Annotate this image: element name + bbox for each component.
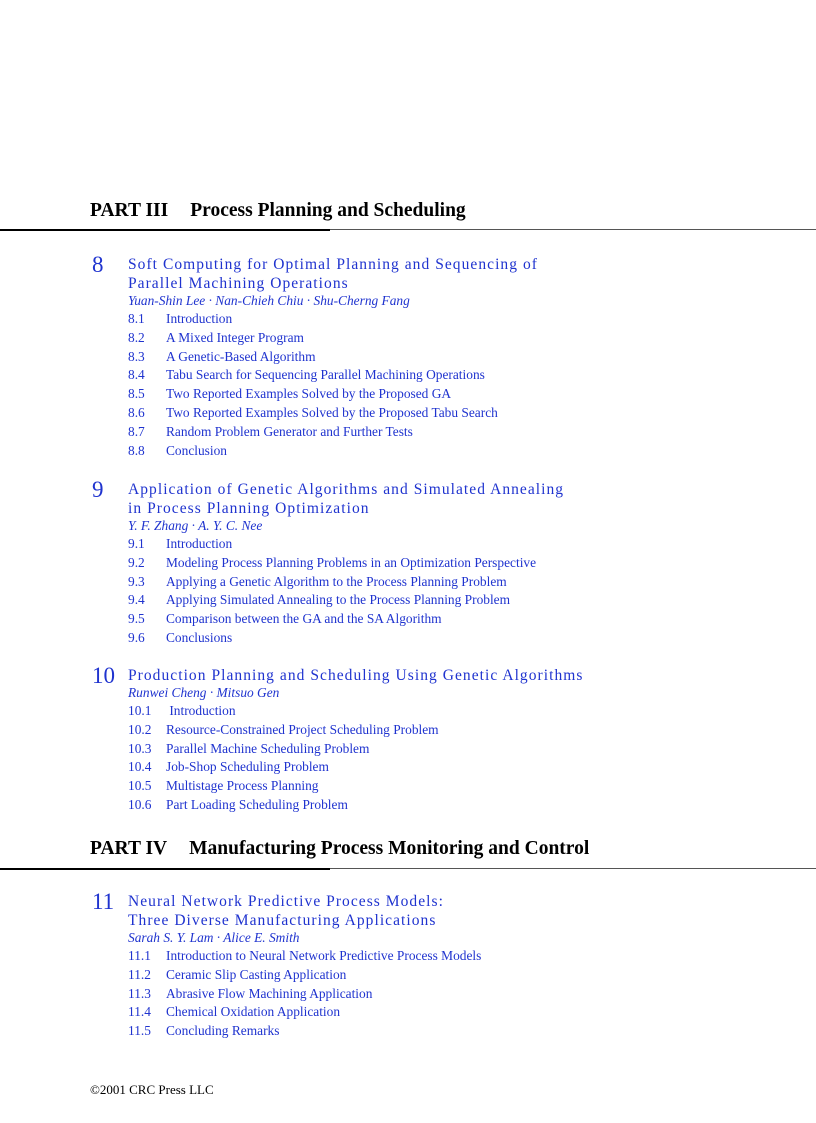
chapter-title-line[interactable]: Three Diverse Manufacturing Applications (128, 912, 437, 929)
chapter-number: 10 (92, 663, 115, 688)
chapter-title-line[interactable]: in Process Planning Optimization (128, 500, 370, 517)
part-number: PART IV (90, 838, 168, 859)
section-number: 11.3 (128, 985, 151, 1001)
section-list (128, 535, 536, 648)
section-title[interactable]: Abrasive Flow Machining Application (166, 985, 373, 1001)
section-entry[interactable] (128, 610, 536, 629)
section-title[interactable]: Introduction (166, 536, 233, 551)
section-list (128, 310, 498, 460)
section-entry[interactable] (128, 947, 481, 966)
section-number: 9.1 (128, 536, 145, 551)
section-title[interactable]: Introduction to Neural Network Predictive Process Models (166, 948, 482, 963)
section-title[interactable]: Two Reported Examples Solved by the Proposed Tabu Search (166, 404, 498, 420)
section-entry[interactable] (128, 385, 498, 404)
section-title[interactable]: Introduction (166, 311, 233, 326)
section-entry[interactable] (128, 796, 439, 815)
section-title[interactable]: Introduction (166, 703, 236, 718)
section-entry[interactable] (128, 777, 439, 796)
section-number: 11.2 (128, 966, 151, 982)
part-number: PART III (90, 200, 169, 221)
chapter-title-line[interactable]: Soft Computing for Optimal Planning and Sequencing of (128, 256, 538, 273)
section-title[interactable]: Concluding Remarks (166, 1023, 280, 1039)
section-number: 11.4 (128, 1004, 151, 1020)
section-entry[interactable] (128, 554, 536, 573)
section-entry[interactable] (128, 591, 536, 610)
section-list (128, 947, 481, 1041)
section-entry[interactable] (128, 629, 536, 648)
chapter-title-line[interactable]: Production Planning and Scheduling Using Genetic Algorithms (128, 667, 584, 684)
section-title[interactable]: Applying Simulated Annealing to the Process Planning Problem (166, 592, 511, 608)
part-name: Manufacturing Process Monitoring and Control (189, 838, 590, 859)
section-entry[interactable] (128, 366, 498, 385)
section-title[interactable]: Conclusion (166, 442, 228, 458)
section-number: 9.4 (128, 592, 145, 608)
chapter-number: 9 (92, 477, 104, 502)
section-entry[interactable] (128, 348, 498, 367)
section-title[interactable]: Comparison between the GA and the SA Algorithm (166, 611, 442, 627)
copyright-footer: ©2001 CRC Press LLC (90, 1082, 214, 1097)
section-number: 9.5 (128, 611, 145, 627)
section-number: 10.4 (128, 759, 152, 775)
part-name: Process Planning and Scheduling (190, 200, 466, 221)
section-entry[interactable] (128, 310, 498, 329)
section-title[interactable]: Two Reported Examples Solved by the Proposed GA (166, 386, 452, 402)
section-number: 10.5 (128, 778, 152, 794)
section-entry[interactable] (128, 966, 481, 985)
section-title[interactable]: Job-Shop Scheduling Problem (166, 759, 329, 775)
section-title[interactable]: A Genetic-Based Algorithm (166, 348, 316, 364)
section-number: 10.3 (128, 740, 152, 756)
section-number: 8.2 (128, 329, 145, 345)
chapter-number: 11 (92, 889, 115, 914)
section-number: 8.4 (128, 367, 145, 383)
section-entry[interactable] (128, 329, 498, 348)
section-title[interactable]: Conclusions (166, 629, 233, 645)
section-number: 11.5 (128, 1023, 151, 1039)
section-entry[interactable] (128, 985, 481, 1004)
section-entry[interactable] (128, 1022, 481, 1041)
section-number: 11.1 (128, 948, 151, 963)
chapter-title-line[interactable]: Application of Genetic Algorithms and Simulated Annealing (128, 481, 565, 498)
chapter-authors: Sarah S. Y. Lam · Alice E. Smith (128, 930, 300, 945)
chapter-authors: Runwei Cheng · Mitsuo Gen (128, 685, 280, 700)
chapter-authors: Yuan-Shin Lee · Nan-Chieh Chiu · Shu-Cherng Fang (128, 293, 410, 308)
section-number: 8.6 (128, 404, 145, 420)
section-title[interactable]: Part Loading Scheduling Problem (166, 796, 348, 812)
section-title[interactable]: Tabu Search for Sequencing Parallel Machining Operations (166, 367, 485, 383)
section-number: 9.3 (128, 573, 145, 589)
section-title[interactable]: Applying a Genetic Algorithm to the Process Planning Problem (166, 573, 507, 589)
section-number: 8.1 (128, 311, 145, 326)
chapter-title-line[interactable]: Neural Network Predictive Process Models: (128, 893, 444, 910)
part-title (90, 200, 466, 222)
section-title[interactable]: Chemical Oxidation Application (166, 1004, 341, 1020)
section-entry[interactable] (128, 404, 498, 423)
section-number: 9.2 (128, 554, 145, 570)
section-entry[interactable] (128, 758, 439, 777)
section-number: 9.6 (128, 629, 145, 645)
section-title[interactable]: Random Problem Generator and Further Tests (166, 423, 413, 439)
chapter-title-line[interactable]: Parallel Machining Operations (128, 275, 349, 292)
section-title[interactable]: Multistage Process Planning (166, 778, 319, 794)
section-entry[interactable] (128, 442, 498, 461)
section-title[interactable]: Parallel Machine Scheduling Problem (166, 740, 370, 756)
section-number: 10.2 (128, 721, 152, 737)
section-number: 8.5 (128, 386, 145, 402)
section-entry[interactable] (128, 721, 439, 740)
section-entry[interactable] (128, 740, 439, 759)
section-number: 10.6 (128, 796, 152, 812)
chapter-number: 8 (92, 252, 104, 277)
section-entry[interactable] (128, 535, 536, 554)
part-title (90, 838, 589, 860)
section-title[interactable]: Modeling Process Planning Problems in an Optimization Perspective (166, 554, 537, 570)
section-title[interactable]: A Mixed Integer Program (166, 329, 304, 345)
part-rule (330, 868, 816, 869)
section-title[interactable]: Resource-Constrained Project Scheduling Problem (166, 721, 439, 737)
section-entry[interactable] (128, 702, 439, 721)
section-number: 8.7 (128, 423, 145, 439)
section-title[interactable]: Ceramic Slip Casting Application (166, 966, 347, 982)
section-list (128, 702, 439, 815)
section-number: 10.1 (128, 703, 152, 718)
section-number: 8.8 (128, 442, 145, 458)
section-entry[interactable] (128, 573, 536, 592)
part-rule (0, 229, 330, 231)
part-rule (0, 868, 330, 870)
section-number: 8.3 (128, 348, 145, 364)
section-entry[interactable] (128, 1003, 481, 1022)
part-rule (330, 229, 816, 230)
section-entry[interactable] (128, 423, 498, 442)
chapter-authors: Y. F. Zhang · A. Y. C. Nee (128, 518, 263, 533)
